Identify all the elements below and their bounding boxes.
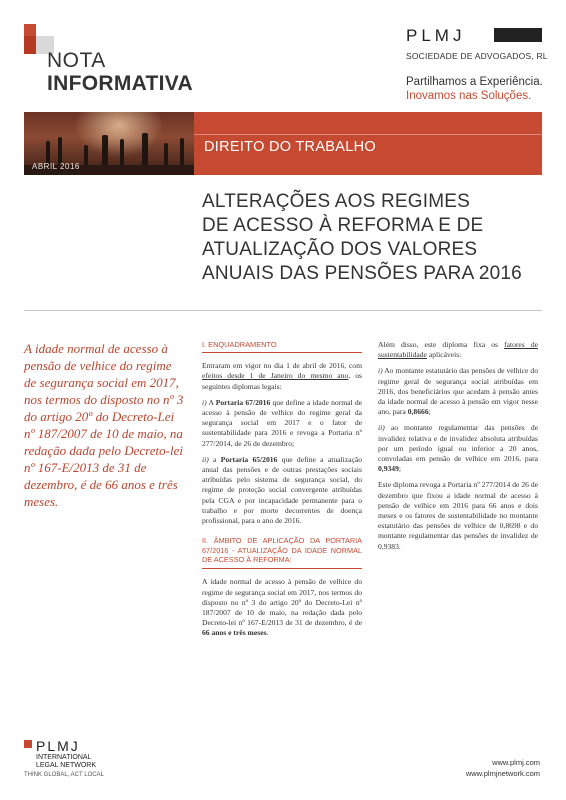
logo-bar bbox=[494, 28, 542, 42]
section-heading-1: I. ENQUADRAMENTO bbox=[202, 340, 277, 349]
heading-rule bbox=[202, 352, 362, 353]
paragraph: i) A Portaria 67/2016 que define a idade normal de acesso à pensão de velhice do regime geral da segurança social em 2017 e o fator de sustentabilidade para 2016 e revoga a Portaria nº 277/2014, de 26 de dezembro; bbox=[202, 397, 363, 448]
heading-rule bbox=[202, 568, 362, 569]
brand-name: PLMJ bbox=[406, 26, 466, 45]
footer-network-line-2: LEGAL NETWORK bbox=[36, 762, 97, 769]
footer-brand: PLMJ bbox=[36, 738, 80, 754]
publication-date: ABRIL 2016 bbox=[32, 162, 80, 171]
lead-summary: A idade normal de acesso à pensão de velhice do regime de segurança social em 2017, nos termos do disposto no nº 3 do artigo 20º do Decreto-Lei nº 187/2007 de 10 de maio, na redação dada pelo Decreto-lei nº 167-E/2013 de 31 de dezembro, é de 66 anos e três meses. bbox=[24, 341, 184, 509]
footer-network-line-1: INTERNATIONAL bbox=[36, 754, 92, 761]
document-type-title bbox=[47, 50, 193, 94]
brand-subtitle: SOCIEDADE DE ADVOGADOS, RL bbox=[406, 51, 548, 61]
network-website-link[interactable]: www.plmjnetwork.com bbox=[465, 769, 540, 778]
plmj-logo bbox=[406, 26, 548, 61]
body-column-1 bbox=[202, 340, 362, 645]
nota-label: NOTA bbox=[47, 49, 106, 72]
paragraph: Entraram em vigor no dia 1 de abril de 2016, com efeitos desde 1 de Janeiro do mesmo ano, os seguintes diplomas legais: bbox=[202, 361, 362, 391]
website-link[interactable]: www.plmj.com bbox=[492, 758, 540, 767]
article-title bbox=[202, 190, 542, 286]
paragraph: Além disso, este diploma fixa os fatores de sustentabilidade aplicáveis: bbox=[378, 340, 538, 360]
section-banner bbox=[24, 112, 542, 175]
title-line: DE ACESSO À REFORMA E DE bbox=[202, 215, 484, 236]
section-heading-2: II. ÂMBITO DE APLICAÇÃO DA PORTARIA 67/2016 - ATUALIZAÇÃO DA IDADE NORMAL DE ACESSO À REFORMA: bbox=[202, 536, 362, 565]
footer-links bbox=[466, 757, 540, 779]
paragraph: ii) a Portaria 65/2016 que define a atualização anual das pensões e de outras prestações sociais atribuídas pelo sistema de segurança social, do regime de proteção social convergente atribuídas pela CGA e por incapacidade permanente para o trabalho e por morte decorrentes de doença profissional, para o ano de 2016. bbox=[202, 454, 362, 526]
paragraph: i) Ao montante estatutário das pensões de velhice do regime geral de segurança social atribuídas em 2016, dos beneficiários que acedam à pensão antes da idade normal de acesso à pensão em vigor nesse ano, para 0,8666; bbox=[378, 366, 538, 417]
paragraph: Este diploma revoga a Portaria nº 277/2014 de 26 de dezembro que fixou a idade normal de acesso à pensão de velhice em 2016 para 66 anos e dois meses e os fatores de sustentabilidade no montante estatutário das pensões de velhice de 0,8698 e do montante regulamentar das pensões de invalidez de 0,9383. bbox=[378, 480, 538, 551]
tagline-line-1: Partilhamos a Experiência. bbox=[406, 76, 543, 88]
logo-square bbox=[24, 740, 32, 748]
tagline bbox=[406, 75, 543, 103]
banner-photo bbox=[24, 112, 194, 175]
paragraph: A idade normal de acesso à pensão de velhice do regime de segurança social em 2017, nos termos do disposto no nº 3 do artigo 20º do Decreto-Lei nº 187/2007 de 10 de maio, na redação dada pelo Decreto-lei nº 167-E/2013 de 31 de dezembro, é de 66 anos e três meses. bbox=[202, 577, 362, 638]
informativa-label: INFORMATIVA bbox=[47, 72, 194, 95]
title-line: ALTERAÇÕES AOS REGIMES bbox=[202, 191, 471, 212]
title-divider bbox=[24, 310, 542, 311]
title-line: ATUALIZAÇÃO DOS VALORES bbox=[202, 239, 478, 260]
paragraph: ii) ao montante regulamentar das pensões de invalidez relativa e de invalidez absoluta atribuídas por um período igual ou inferior a 20 anos, convoladas em pensão de velhice em 2016, para 0,9349; bbox=[378, 423, 538, 474]
body-column-2 bbox=[378, 340, 538, 558]
practice-area-title: DIREITO DO TRABALHO bbox=[204, 139, 376, 155]
banner-section-panel bbox=[194, 112, 542, 175]
tagline-line-2: Inovamos nas Soluções. bbox=[406, 90, 532, 102]
footer-motto: THINK GLOBAL, ACT LOCAL bbox=[24, 772, 104, 778]
title-line: ANUAIS DAS PENSÕES PARA 2016 bbox=[202, 263, 522, 284]
